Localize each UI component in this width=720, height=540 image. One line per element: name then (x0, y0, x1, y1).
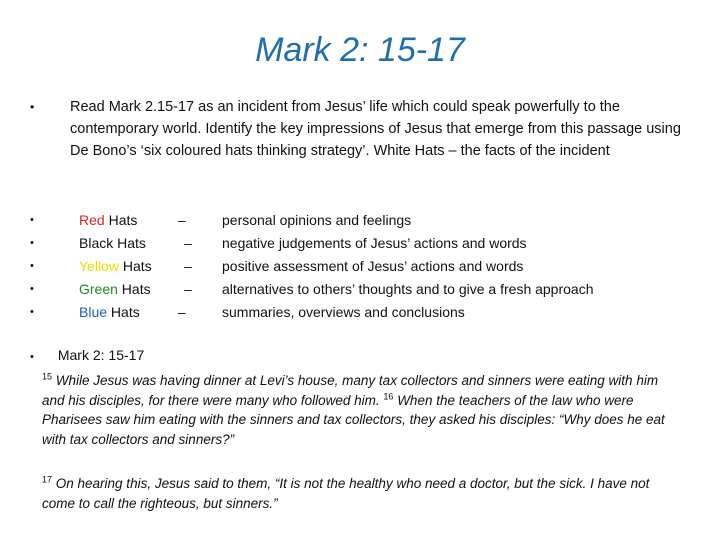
hat-description: personal opinions and feelings (222, 212, 412, 228)
bullet: • (30, 283, 34, 295)
hat-name (79, 278, 151, 300)
passage-heading: Mark 2: 15-17 (57, 347, 145, 363)
verse-number: 16 (383, 391, 394, 402)
intro-text: Read Mark 2.15-17 as an incident from Jesus’ life which could speak powerfully to the contemporary world. Identify the key impressions of Jesus that emerge from this passage using De Bono’s ‘six coloured hats thinking strategy’. White Hats – the facts of the incident (70, 99, 681, 159)
bullet: • (30, 237, 34, 249)
hat-name (79, 255, 152, 277)
passage-verse-17 (42, 474, 682, 513)
hat-row-blue (0, 301, 720, 323)
hat-label: Hats (117, 281, 151, 297)
hat-color-word: Red (79, 212, 105, 228)
hat-name (79, 301, 140, 323)
hat-description: alternatives to others’ thoughts and to give a fresh approach (222, 281, 594, 297)
passage-verses-15-16 (42, 371, 682, 449)
hat-label: Hats (104, 212, 138, 228)
hat-label: Hats (113, 235, 146, 251)
hat-description: summaries, overviews and conclusions (222, 304, 465, 320)
verse-number: 15 (42, 371, 53, 382)
bullet: • (30, 214, 34, 226)
intro-bullet: • (30, 100, 35, 114)
verse-number: 17 (42, 474, 53, 485)
hat-row-yellow (0, 255, 720, 277)
hat-row-black (0, 232, 720, 254)
dash: – (184, 258, 192, 274)
hat-color-word: Yellow (79, 258, 119, 274)
bullet: • (30, 260, 34, 272)
hat-description: positive assessment of Jesus’ actions and words (222, 258, 524, 274)
hat-name (79, 232, 146, 254)
dash: – (184, 281, 192, 297)
dash: – (178, 304, 186, 320)
dash: – (184, 235, 192, 251)
dash: – (178, 212, 186, 228)
verse-text: On hearing this, Jesus said to them, “It is not the healthy who need a doctor, but the sick. I have not come to call the righteous, but sinners.” (42, 476, 650, 511)
hat-color-word: Blue (79, 304, 108, 320)
hat-description: negative judgements of Jesus’ actions and words (222, 235, 527, 251)
hat-color-word: Green (79, 281, 118, 297)
bullet: • (30, 306, 34, 318)
hat-label: Hats (118, 258, 152, 274)
hat-label: Hats (107, 304, 140, 320)
hat-row-green (0, 278, 720, 300)
hat-name (79, 209, 137, 231)
hat-row-red (0, 209, 720, 231)
verse-text: When the teachers of the law who were Pharisees saw him eating with the sinners and tax collectors, they asked his disciples: “Why does he eat with tax collectors and sinners?” (42, 392, 665, 447)
passage-heading-line (30, 347, 144, 363)
verse-text: While Jesus was having dinner at Levi’s house, many tax collectors and sinners were eating with him and his disciples, for there were many who followed him. (42, 373, 659, 408)
hat-color-word: Black (79, 235, 114, 251)
bullet: • (30, 351, 34, 363)
slide-title: Mark 2: 15-17 (255, 31, 465, 69)
